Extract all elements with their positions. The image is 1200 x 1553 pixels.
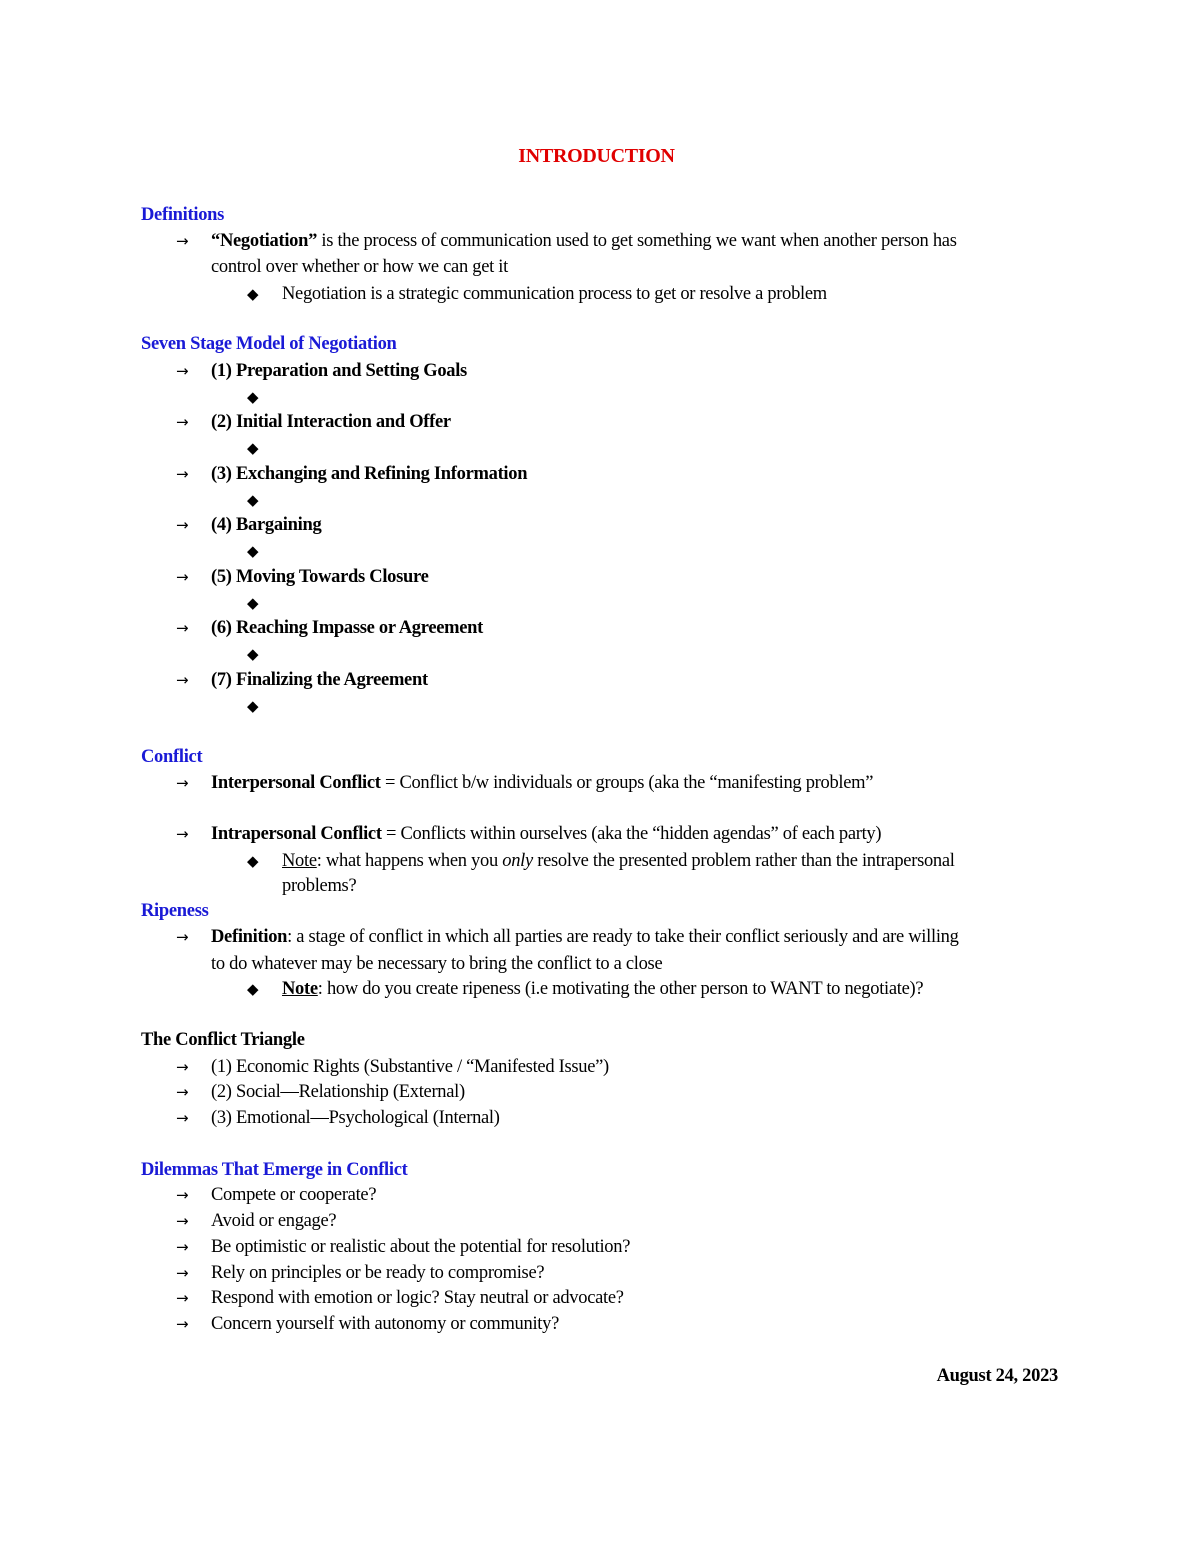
diamond-bullet-icon: ◆ <box>247 645 259 663</box>
arrow-bullet-icon: → <box>176 619 189 637</box>
stage-item: (3) Exchanging and Refining Information <box>211 464 528 484</box>
ripeness-definition-continued: to do whatever may be necessary to bring the conflict to a close <box>211 954 663 974</box>
diamond-bullet-icon: ◆ <box>247 980 259 998</box>
stage-item: (4) Bargaining <box>211 515 322 535</box>
definition-text: is the process of communication used to get something we want when another person has <box>317 231 957 251</box>
arrow-bullet-icon: → <box>176 516 189 534</box>
dilemma-item: Avoid or engage? <box>211 1211 337 1231</box>
stage-item: (2) Initial Interaction and Offer <box>211 412 451 432</box>
page-title: INTRODUCTION <box>518 145 675 167</box>
note-text: resolve the presented problem rather than the intrapersonal <box>532 851 955 871</box>
arrow-bullet-icon: → <box>176 774 189 792</box>
intrapersonal-term: Intrapersonal Conflict <box>211 824 382 844</box>
dilemma-item: Respond with emotion or logic? Stay neutral or advocate? <box>211 1288 624 1308</box>
interpersonal-conflict <box>211 770 873 796</box>
document-date: August 24, 2023 <box>936 1366 1058 1386</box>
arrow-bullet-icon: → <box>176 413 189 431</box>
diamond-bullet-icon: ◆ <box>247 285 259 303</box>
diamond-bullet-icon: ◆ <box>247 388 259 406</box>
dilemma-item: Be optimistic or realistic about the potential for resolution? <box>211 1237 631 1257</box>
arrow-bullet-icon: → <box>176 465 189 483</box>
ripeness-note <box>282 976 923 1002</box>
definitions-heading: Definitions <box>141 205 225 225</box>
ripeness-definition <box>211 924 959 950</box>
conflict-triangle-heading: The Conflict Triangle <box>141 1030 305 1050</box>
arrow-bullet-icon: → <box>176 1212 189 1230</box>
triangle-item: (3) Emotional—Psychological (Internal) <box>211 1108 500 1128</box>
definition-negotiation <box>211 228 957 254</box>
arrow-bullet-icon: → <box>176 232 189 250</box>
diamond-bullet-icon: ◆ <box>247 542 259 560</box>
note-text: : how do you create ripeness (i.e motivating the other person to WANT to negotiate)? <box>317 979 924 999</box>
diamond-bullet-icon: ◆ <box>247 439 259 457</box>
diamond-bullet-icon: ◆ <box>247 491 259 509</box>
dilemma-item: Compete or cooperate? <box>211 1185 377 1205</box>
intrapersonal-conflict <box>211 821 881 847</box>
arrow-bullet-icon: → <box>176 568 189 586</box>
dilemma-item: Concern yourself with autonomy or community? <box>211 1314 559 1334</box>
conflict-heading: Conflict <box>141 747 203 767</box>
dilemmas-heading: Dilemmas That Emerge in Conflict <box>141 1160 408 1180</box>
ripeness-heading: Ripeness <box>141 901 209 921</box>
stage-item: (5) Moving Towards Closure <box>211 567 429 587</box>
diamond-bullet-icon: ◆ <box>247 594 259 612</box>
note-label: Note <box>282 851 317 871</box>
note-text: : what happens when you <box>316 851 503 871</box>
arrow-bullet-icon: → <box>176 1264 189 1282</box>
arrow-bullet-icon: → <box>176 1186 189 1204</box>
intrapersonal-text: = Conflicts within ourselves (aka the “hidden agendas” of each party) <box>381 824 882 844</box>
diamond-bullet-icon: ◆ <box>247 852 259 870</box>
arrow-bullet-icon: → <box>176 671 189 689</box>
interpersonal-text: = Conflict b/w individuals or groups (aka the “manifesting problem” <box>380 773 874 793</box>
definition-text: : a stage of conflict in which all parties are ready to take their conflict seriously and are willing <box>287 927 959 947</box>
arrow-bullet-icon: → <box>176 1315 189 1333</box>
term-negotiation: “Negotiation” <box>211 231 318 251</box>
triangle-item: (1) Economic Rights (Substantive / “Manifested Issue”) <box>211 1057 609 1077</box>
stage-item: (1) Preparation and Setting Goals <box>211 361 467 381</box>
arrow-bullet-icon: → <box>176 1058 189 1076</box>
arrow-bullet-icon: → <box>176 928 189 946</box>
arrow-bullet-icon: → <box>176 1289 189 1307</box>
arrow-bullet-icon: → <box>176 1109 189 1127</box>
arrow-bullet-icon: → <box>176 825 189 843</box>
arrow-bullet-icon: → <box>176 1083 189 1101</box>
triangle-item: (2) Social—Relationship (External) <box>211 1082 465 1102</box>
interpersonal-term: Interpersonal Conflict <box>211 773 381 793</box>
definition-sub-point: Negotiation is a strategic communication process to get or resolve a problem <box>282 284 827 304</box>
diamond-bullet-icon: ◆ <box>247 697 259 715</box>
seven-stage-heading: Seven Stage Model of Negotiation <box>141 334 397 354</box>
dilemma-item: Rely on principles or be ready to compromise? <box>211 1263 545 1283</box>
note-label: Note <box>282 979 318 999</box>
conflict-note-continued: problems? <box>282 876 357 896</box>
definition-text-continued: control over whether or how we can get it <box>211 257 508 277</box>
conflict-note <box>282 848 955 874</box>
definition-label: Definition <box>211 927 288 947</box>
arrow-bullet-icon: → <box>176 362 189 380</box>
arrow-bullet-icon: → <box>176 1238 189 1256</box>
note-emphasis: only <box>502 851 533 871</box>
stage-item: (6) Reaching Impasse or Agreement <box>211 618 484 638</box>
stage-item: (7) Finalizing the Agreement <box>211 670 428 690</box>
